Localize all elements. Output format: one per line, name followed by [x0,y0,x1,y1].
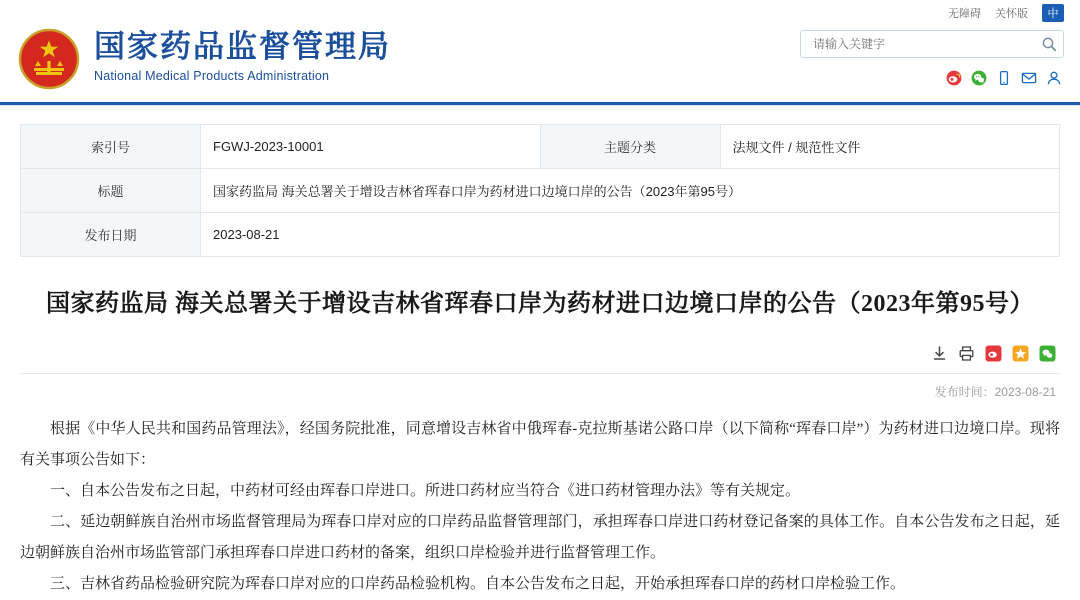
mobile-icon[interactable] [996,70,1012,86]
wechat-icon[interactable] [971,70,987,86]
header-light-rule [0,105,1080,106]
user-icon[interactable] [1046,70,1062,86]
site-title-block [94,28,391,83]
tool-divider [20,373,1060,374]
meta-value-publish-date: 2023-08-21 [201,213,1060,257]
table-row [21,213,1060,257]
meta-label-title: 标题 [21,169,201,213]
wechat-share-icon[interactable] [1039,345,1056,362]
site-title-en: National Medical Products Administration [94,69,330,83]
download-icon[interactable] [931,345,948,362]
national-emblem-icon [18,28,80,90]
article-paragraph: 三、吉林省药品检验研究院为珲春口岸对应的口岸药品检验机构。自本公告发布之日起，开始承担珲春口岸的药材口岸检验工作。 [50,576,906,592]
mail-icon[interactable] [1021,70,1037,86]
site-title-cn: 国家药品监督管理局 [94,29,391,64]
top-utility-bar [0,0,1080,26]
cherish-version-link[interactable]: 关怀版 [995,8,1028,20]
table-row [21,125,1060,169]
article-paragraph: 根据《中华人民共和国药品管理法》，经国务院批准，同意增设吉林省中俄珲春-克拉斯基诺公路口岸（以下简称“珲春口岸”）为药材进口边境口岸。现将有关事项公告如下： [20,421,1060,468]
article-tool-row [20,343,1060,363]
meta-label-index: 索引号 [21,125,201,169]
search-icon[interactable] [1041,36,1057,52]
publish-time-value: 2023-08-21 [994,385,1056,399]
content-wrapper [20,124,1060,600]
site-header [0,26,1080,102]
meta-label-publish-date: 发布日期 [21,213,201,257]
social-icon-row [946,70,1064,86]
print-icon[interactable] [958,345,975,362]
meta-value-index: FGWJ-2023-10001 [201,125,541,169]
favorite-share-icon[interactable] [1012,345,1029,362]
page-title: 国家药监局 海关总署关于增设吉林省珲春口岸为药材进口边境口岸的公告（2023年第95号） [46,291,1034,317]
article-paragraph: 一、自本公告发布之日起，中药材可经由珲春口岸进口。所进口药材应当符合《进口药材管理办法》等有关规定。 [50,483,801,499]
meta-label-category: 主题分类 [540,125,720,169]
weibo-share-icon[interactable] [985,345,1002,362]
article-paragraph: 二、延边朝鲜族自治州市场监督管理局为珲春口岸对应的口岸药品监督管理部门，承担珲春口岸进口药材登记备案的具体工作。自本公告发布之日起，延边朝鲜族自治州市场监管部门承担珲春口岸进口药材的备案，组织口岸检验并进行监督管理工作。 [20,514,1060,561]
meta-value-category: 法规文件 / 规范性文件 [720,125,1060,169]
search-input[interactable] [811,36,1041,52]
document-meta-table [20,124,1060,257]
accessibility-link[interactable]: 无障碍 [948,8,981,20]
meta-value-title: 国家药监局 海关总署关于增设吉林省珲春口岸为药材进口边境口岸的公告（2023年第95号） [201,169,1060,213]
weibo-icon[interactable] [946,70,962,86]
article-body [20,414,1060,600]
table-row [21,169,1060,213]
header-right-block [800,30,1064,86]
search-box[interactable] [800,30,1064,58]
publish-time-label: 发布时间： [934,385,995,399]
language-switch-button[interactable]: 中 [1042,4,1064,22]
publish-time [20,383,1060,400]
